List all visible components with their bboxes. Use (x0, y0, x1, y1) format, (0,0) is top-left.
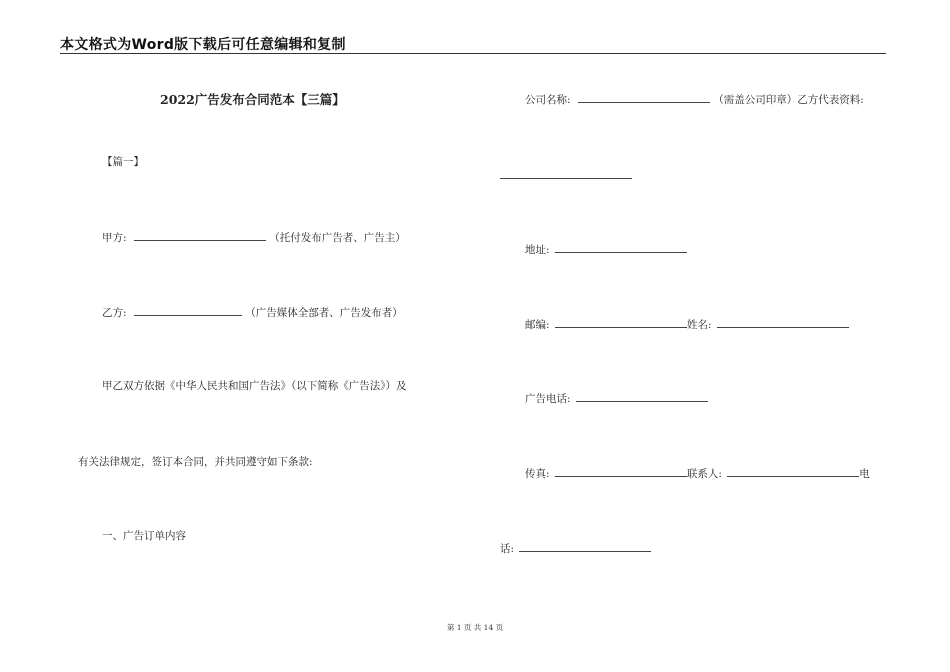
company-name-label: 公司名称: (525, 94, 571, 106)
page-number: 第 1 页 共 14 页 (446, 623, 504, 632)
party-a-line (102, 230, 406, 245)
fax-blank (555, 466, 687, 477)
name-label: 姓名: (686, 319, 712, 331)
ad-phone-blank (576, 391, 708, 402)
phone-blank (519, 541, 651, 552)
contact-blank (727, 466, 859, 477)
company-name-blank (578, 92, 710, 103)
ad-phone-line (525, 391, 708, 406)
address-blank (555, 242, 687, 253)
paragraph-line-2: 有关法律规定，签订本合同，并共同遵守如下条款: (78, 456, 313, 468)
party-b-note: （广告媒体全部者、广告发布者） (245, 307, 403, 319)
postcode-label: 邮编: (525, 319, 550, 331)
clause-heading-1: 一、广告订单内容 (102, 530, 186, 542)
party-b-line (102, 305, 403, 320)
party-a-note: （托付发布广告者、广告主） (269, 232, 406, 244)
paragraph-line-1: 甲乙双方依据《中华人民共和国广告法》（以下简称《广告法》）及 (102, 380, 407, 392)
company-name-note: （需盖公司印章）乙方代表资料: (713, 94, 864, 106)
representative-blank (500, 178, 632, 179)
fax-label: 传真: (525, 468, 550, 480)
party-b-blank (134, 305, 242, 316)
party-a-label: 甲方: (102, 232, 127, 244)
section-heading: 【篇一】 (102, 156, 144, 168)
company-name-line (525, 92, 864, 107)
name-blank (717, 317, 849, 328)
postcode-name-line (525, 317, 849, 332)
phone-label-tail: 话: (500, 543, 515, 555)
ad-phone-label: 广告电话: (525, 393, 571, 405)
fax-contact-line (525, 466, 870, 481)
address-line (525, 242, 687, 257)
contact-label: 联系人: (686, 468, 722, 480)
phone-label-head: 电 (859, 468, 870, 480)
document-banner: 本文格式为Word版下载后可任意编辑和复制 (60, 37, 346, 53)
address-label: 地址: (525, 244, 550, 256)
phone-line (500, 541, 651, 556)
document-title: 2022广告发布合同范本【三篇】 (160, 92, 345, 107)
party-b-label: 乙方: (102, 307, 127, 319)
postcode-blank (555, 317, 687, 328)
party-a-blank (134, 230, 266, 241)
header-rule (60, 53, 886, 54)
